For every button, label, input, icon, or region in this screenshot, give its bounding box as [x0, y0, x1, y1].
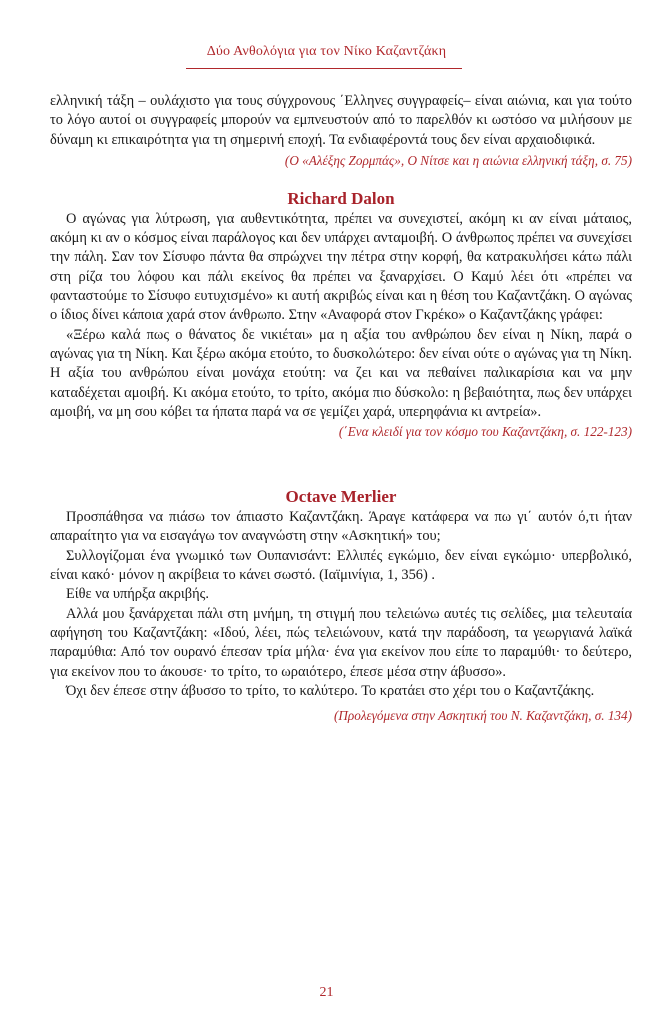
section-excerpt-1	[50, 92, 632, 170]
body-paragraph: ελληνική τάξη – ουλάχιστο για τους σύγχρονους ΄Ελληνες συγγραφείς– είναι αιώνια, και για τούτο το λόγο αυτοί οι συγγραφείς μπορούν να εμπνευστούν από το παρελθόν κι ωστόσο να μιλήσουν με δύναμη κι επικαιρότητα για τη σημερινή εποχή. Τα ενδιαφέροντά τους δεν είναι αρχαιοδιφικά.	[50, 93, 632, 148]
page-number: 21	[319, 985, 334, 1000]
section-richard-dalon	[50, 188, 632, 441]
running-header: Δύο Ανθολόγια για τον Νίκο Καζαντζάκη	[206, 44, 447, 59]
section-octave-merlier	[50, 486, 632, 725]
header-rule	[186, 68, 462, 69]
author-heading: Octave Merlier	[285, 487, 397, 507]
body-paragraph: Προσπάθησα να πιάσω τον άπιαστο Καζαντζάκη. Άραγε κατάφερα να πω γι΄ αυτόν ό,τι ήταν απαραίτητο για να εισαγάγω τον αναγνώστη στην «Ασκητική» του;	[50, 509, 632, 545]
body-paragraph: Όχι δεν έπεσε στην άβυσσο το τρίτο, το καλύτερο. Το κρατάει στο χέρι του ο Καζαντζάκης.	[66, 682, 595, 699]
body-paragraph: Αλλά μου ξανάρχεται πάλι στη μνήμη, τη στιγμή που τελειώνω αυτές τις σελίδες, μια τελευταία αφήγηση του Καζαντζάκη: «Ιδού, λέει, πώς τελειώνουν, κατά την παράδοση, τα γεωργιανά λαϊκά παραμύθια: Από τον ουρανό έπεσαν τρία μήλα· ένα για εκείνον που είπε το παραμύθι· το δεύτερο, για εκείνον που το άκουσε· το τρίτο, το ωραιότερο, έπεσε μέσα στην άβυσσο».	[50, 605, 632, 680]
quote-paragraph: «Ξέρω καλά πως ο θάνατος δε νικιέται» μα η αξία του ανθρώπου δεν είναι η Νίκη, παρά ο αγώνας για τη Νίκη. Και ξέρω ακόμα ετούτο, το δυσκολώτερο: δεν είναι ούτε ο αγώνας για τη Νίκη. Η αξία του ανθρώπου είναι μονάχα ετούτη: να ζει και να πεθαίνει παλικαρίσια και να μην καταδέχεται αμοιβή. Κι ακόμα ετούτο, το τρίτο, ακόμα πιο δύσκολο: η βεβαιότητα, πως δεν υπάρχει αμοιβή, να μη σου κόβει τα ήπατα παρά να σε γεμίζει χαρά, υπερηφάνια κι αντρεία».	[50, 326, 632, 420]
source-citation: (΄Ενα κλειδί για τον κόσμο του Καζαντζάκη, σ. 122-123)	[338, 424, 632, 440]
page-body	[50, 92, 632, 725]
author-heading: Richard Dalon	[287, 188, 395, 208]
body-paragraph: Συλλογίζομαι ένα γνωμικό των Ουπανισάντ: Ελλιπές εγκώμιο, δεν είναι εγκώμιο· υπερβολικό, είναι κακό· μόνον η ακρίβεια το κάνει σωστό. (Ιαϊμινίγια, 1, 356) .	[50, 547, 632, 584]
body-paragraph: Είθε να υπήρξα ακριβής.	[66, 586, 209, 603]
source-citation: (Ο «Αλέξης Ζορμπάς», Ο Νίτσε και η αιώνια ελληνική τάξη, σ. 75)	[284, 152, 632, 168]
body-paragraph: Ο αγώνας για λύτρωση, για αυθεντικότητα, πρέπει να συνεχιστεί, ακόμη κι αν είναι μάταιος, ακόμη κι αν ο κόσμος είναι παράλογος και δεν υπάρχει ανταμοιβή. Ο άνθρωπος πρέπει να συνεχίσει την πάλη. Σαν τον Σίσυφο πάντα θα σπρώχνει την πέτρα στην κορφή, θα κατρακυλήσει κάτω πάλι στη ρίζα του λόφου και πάλι εκείνος θα πρέπει να ξαναρχίσει. Ο Καμύ λέει ότι «πρέπει να φανταστούμε το Σίσυφο ευτυχισμένο» κι αυτή ακριβώς είναι και η θέση του Καζαντζάκη. Ο αγώνας ο ίδιος δίνει κάποια χαρά στον άνθρωπο. Στην «Αναφορά στον Γκρέκο» ο Καζαντζάκης γράφει:	[50, 210, 632, 324]
source-citation: (Προλεγόμενα στην Ασκητική του Ν. Καζαντζάκη, σ. 134)	[333, 708, 632, 724]
